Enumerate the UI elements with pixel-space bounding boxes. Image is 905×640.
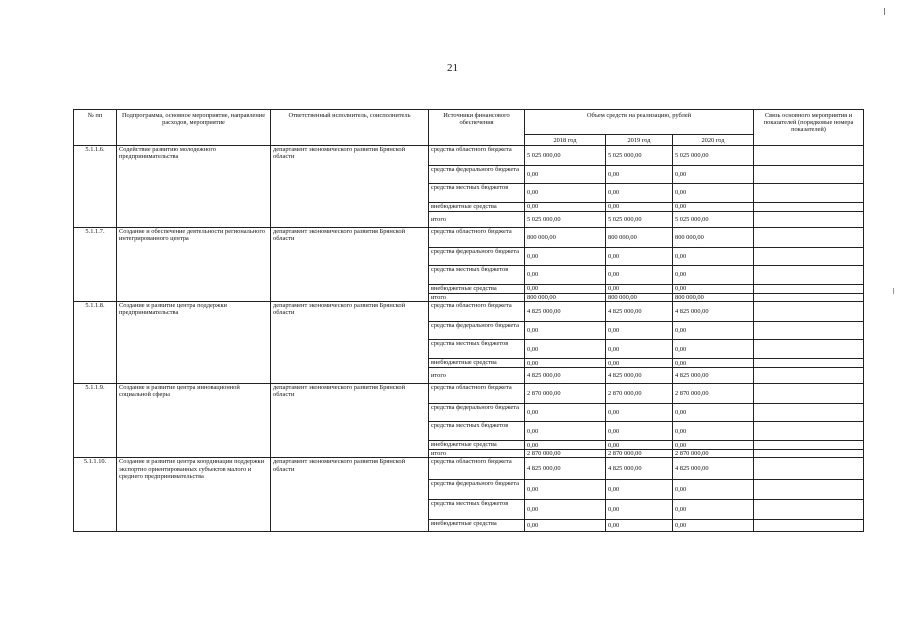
amount-cell: 4 825 000,00 bbox=[525, 458, 606, 480]
amount-cell: 0,00 bbox=[525, 266, 606, 285]
amount-cell: 0,00 bbox=[606, 404, 673, 422]
row-number: 5.1.1.9. bbox=[74, 384, 117, 458]
amount-cell: 4 825 000,00 bbox=[673, 458, 754, 480]
amount-cell: 0,00 bbox=[525, 340, 606, 359]
amount-cell: 0,00 bbox=[606, 285, 673, 294]
total-amount-cell: 800 000,00 bbox=[525, 294, 606, 302]
amount-cell: 0,00 bbox=[673, 422, 754, 441]
header-volume: Объем средств на реализацию, рублей bbox=[525, 110, 754, 135]
total-label: итого bbox=[429, 368, 525, 384]
funding-source: средства федерального бюджета bbox=[429, 404, 525, 422]
amount-cell: 0,00 bbox=[606, 480, 673, 500]
amount-cell: 0,00 bbox=[606, 166, 673, 184]
funding-source: средства федерального бюджета bbox=[429, 322, 525, 340]
measure-name: Создание и обеспечение деятельности регионального интегрированного центра bbox=[117, 228, 271, 302]
total-amount-cell: 4 825 000,00 bbox=[525, 368, 606, 384]
amount-cell: 2 870 000,00 bbox=[525, 384, 606, 404]
amount-cell: 0,00 bbox=[673, 404, 754, 422]
amount-cell: 0,00 bbox=[606, 359, 673, 368]
funding-source: средства федерального бюджета bbox=[429, 166, 525, 184]
funding-source: внебюджетные средства bbox=[429, 285, 525, 294]
measure-name: Создание и развитие центра координации поддержки экспортно ориентированных субъектов малого и среднего предпринимательства bbox=[117, 458, 271, 532]
indicator-link-cell bbox=[754, 520, 864, 532]
amount-cell: 4 825 000,00 bbox=[525, 302, 606, 322]
scan-edge-mark bbox=[893, 288, 894, 294]
indicator-link-cell bbox=[754, 203, 864, 212]
header-sources: Источники финансового обеспечения bbox=[429, 110, 525, 146]
indicator-link-cell bbox=[754, 146, 864, 166]
amount-cell: 800 000,00 bbox=[525, 228, 606, 248]
amount-cell: 0,00 bbox=[673, 480, 754, 500]
total-amount-cell: 800 000,00 bbox=[673, 294, 754, 302]
header-link: Связь основного мероприятия и показателей (порядковые номера показателей) bbox=[754, 110, 864, 146]
total-label: итого bbox=[429, 450, 525, 458]
indicator-link-cell bbox=[754, 266, 864, 285]
indicator-link-cell bbox=[754, 422, 864, 441]
amount-cell: 5 025 000,00 bbox=[525, 146, 606, 166]
total-amount-cell: 2 870 000,00 bbox=[673, 450, 754, 458]
indicator-link-cell bbox=[754, 285, 864, 294]
amount-cell: 4 825 000,00 bbox=[606, 302, 673, 322]
amount-cell: 0,00 bbox=[525, 184, 606, 203]
amount-cell: 0,00 bbox=[525, 520, 606, 532]
table-row bbox=[74, 384, 864, 404]
row-number: 5.1.1.6. bbox=[74, 146, 117, 228]
funding-source: внебюджетные средства bbox=[429, 203, 525, 212]
amount-cell: 0,00 bbox=[673, 322, 754, 340]
header-program: Подпрограмма, основное мероприятие, направление расходов, мероприятие bbox=[117, 110, 271, 146]
indicator-link-cell bbox=[754, 441, 864, 450]
total-amount-cell: 5 025 000,00 bbox=[673, 212, 754, 228]
amount-cell: 0,00 bbox=[673, 340, 754, 359]
amount-cell: 0,00 bbox=[606, 184, 673, 203]
table-body bbox=[74, 146, 864, 532]
indicator-link-cell bbox=[754, 458, 864, 480]
indicator-link-cell bbox=[754, 480, 864, 500]
budget-table bbox=[73, 109, 864, 532]
funding-source: средства областного бюджета bbox=[429, 302, 525, 322]
indicator-link-cell bbox=[754, 248, 864, 266]
amount-cell: 0,00 bbox=[673, 266, 754, 285]
table-row bbox=[74, 458, 864, 480]
header-num: № пп bbox=[74, 110, 117, 146]
header-executor: Ответственный исполнитель, соисполнитель bbox=[271, 110, 429, 146]
indicator-link-cell bbox=[754, 450, 864, 458]
total-amount-cell: 5 025 000,00 bbox=[606, 212, 673, 228]
amount-cell: 5 025 000,00 bbox=[606, 146, 673, 166]
amount-cell: 0,00 bbox=[606, 340, 673, 359]
funding-source: внебюджетные средства bbox=[429, 520, 525, 532]
measure-name: Содействие развитию молодежного предпринимательства bbox=[117, 146, 271, 228]
amount-cell: 4 825 000,00 bbox=[606, 458, 673, 480]
header-year: 2020 год bbox=[673, 135, 754, 146]
amount-cell: 0,00 bbox=[673, 500, 754, 520]
funding-source: средства федерального бюджета bbox=[429, 480, 525, 500]
amount-cell: 0,00 bbox=[673, 184, 754, 203]
amount-cell: 0,00 bbox=[673, 441, 754, 450]
indicator-link-cell bbox=[754, 359, 864, 368]
table-row bbox=[74, 146, 864, 166]
amount-cell: 0,00 bbox=[525, 500, 606, 520]
funding-source: средства областного бюджета bbox=[429, 228, 525, 248]
amount-cell: 0,00 bbox=[606, 500, 673, 520]
amount-cell: 0,00 bbox=[606, 322, 673, 340]
executor-name: департамент экономического развития Брянской области bbox=[271, 228, 429, 302]
amount-cell: 0,00 bbox=[606, 248, 673, 266]
executor-name: департамент экономического развития Брянской области bbox=[271, 302, 429, 384]
amount-cell: 2 870 000,00 bbox=[673, 384, 754, 404]
table-row bbox=[74, 228, 864, 248]
amount-cell: 0,00 bbox=[525, 441, 606, 450]
total-label: итого bbox=[429, 294, 525, 302]
funding-source: средства местных бюджетов bbox=[429, 422, 525, 441]
total-amount-cell: 4 825 000,00 bbox=[673, 368, 754, 384]
executor-name: департамент экономического развития Брянской области bbox=[271, 384, 429, 458]
header-year: 2019 год bbox=[606, 135, 673, 146]
total-amount-cell: 2 870 000,00 bbox=[525, 450, 606, 458]
amount-cell: 0,00 bbox=[673, 248, 754, 266]
amount-cell: 0,00 bbox=[606, 203, 673, 212]
indicator-link-cell bbox=[754, 384, 864, 404]
amount-cell: 0,00 bbox=[525, 359, 606, 368]
indicator-link-cell bbox=[754, 404, 864, 422]
page-number: 21 bbox=[447, 62, 458, 74]
funding-source: средства местных бюджетов bbox=[429, 500, 525, 520]
total-amount-cell: 2 870 000,00 bbox=[606, 450, 673, 458]
indicator-link-cell bbox=[754, 322, 864, 340]
indicator-link-cell bbox=[754, 184, 864, 203]
indicator-link-cell bbox=[754, 294, 864, 302]
row-number: 5.1.1.10. bbox=[74, 458, 117, 532]
amount-cell: 0,00 bbox=[606, 422, 673, 441]
amount-cell: 0,00 bbox=[525, 203, 606, 212]
amount-cell: 0,00 bbox=[525, 166, 606, 184]
row-number: 5.1.1.7. bbox=[74, 228, 117, 302]
table-header bbox=[74, 110, 864, 146]
amount-cell: 800 000,00 bbox=[673, 228, 754, 248]
indicator-link-cell bbox=[754, 368, 864, 384]
funding-source: внебюджетные средства bbox=[429, 441, 525, 450]
total-amount-cell: 800 000,00 bbox=[606, 294, 673, 302]
indicator-link-cell bbox=[754, 212, 864, 228]
amount-cell: 0,00 bbox=[525, 322, 606, 340]
amount-cell: 0,00 bbox=[525, 285, 606, 294]
amount-cell: 800 000,00 bbox=[606, 228, 673, 248]
indicator-link-cell bbox=[754, 166, 864, 184]
amount-cell: 0,00 bbox=[673, 520, 754, 532]
indicator-link-cell bbox=[754, 302, 864, 322]
measure-name: Создание и развитие центра поддержки предпринимательства bbox=[117, 302, 271, 384]
total-label: итого bbox=[429, 212, 525, 228]
indicator-link-cell bbox=[754, 500, 864, 520]
funding-source: средства областного бюджета bbox=[429, 384, 525, 404]
executor-name: департамент экономического развития Брянской области bbox=[271, 458, 429, 532]
funding-source: средства местных бюджетов bbox=[429, 266, 525, 285]
amount-cell: 5 025 000,00 bbox=[673, 146, 754, 166]
funding-source: средства местных бюджетов bbox=[429, 184, 525, 203]
funding-source: средства федерального бюджета bbox=[429, 248, 525, 266]
funding-source: внебюджетные средства bbox=[429, 359, 525, 368]
funding-source: средства местных бюджетов bbox=[429, 340, 525, 359]
amount-cell: 0,00 bbox=[673, 203, 754, 212]
row-number: 5.1.1.8. bbox=[74, 302, 117, 384]
amount-cell: 0,00 bbox=[606, 266, 673, 285]
scan-edge-mark bbox=[884, 8, 885, 15]
indicator-link-cell bbox=[754, 228, 864, 248]
amount-cell: 0,00 bbox=[673, 359, 754, 368]
amount-cell: 0,00 bbox=[606, 441, 673, 450]
amount-cell: 2 870 000,00 bbox=[606, 384, 673, 404]
funding-source: средства областного бюджета bbox=[429, 146, 525, 166]
table-row bbox=[74, 302, 864, 322]
total-amount-cell: 4 825 000,00 bbox=[606, 368, 673, 384]
amount-cell: 0,00 bbox=[606, 520, 673, 532]
amount-cell: 0,00 bbox=[525, 404, 606, 422]
funding-source: средства областного бюджета bbox=[429, 458, 525, 480]
amount-cell: 0,00 bbox=[525, 422, 606, 441]
amount-cell: 0,00 bbox=[673, 166, 754, 184]
header-year: 2018 год bbox=[525, 135, 606, 146]
amount-cell: 0,00 bbox=[525, 248, 606, 266]
executor-name: департамент экономического развития Брянской области bbox=[271, 146, 429, 228]
total-amount-cell: 5 025 000,00 bbox=[525, 212, 606, 228]
measure-name: Создание и развитие центра инновационной социальной сферы bbox=[117, 384, 271, 458]
amount-cell: 0,00 bbox=[673, 285, 754, 294]
amount-cell: 4 825 000,00 bbox=[673, 302, 754, 322]
indicator-link-cell bbox=[754, 340, 864, 359]
amount-cell: 0,00 bbox=[525, 480, 606, 500]
